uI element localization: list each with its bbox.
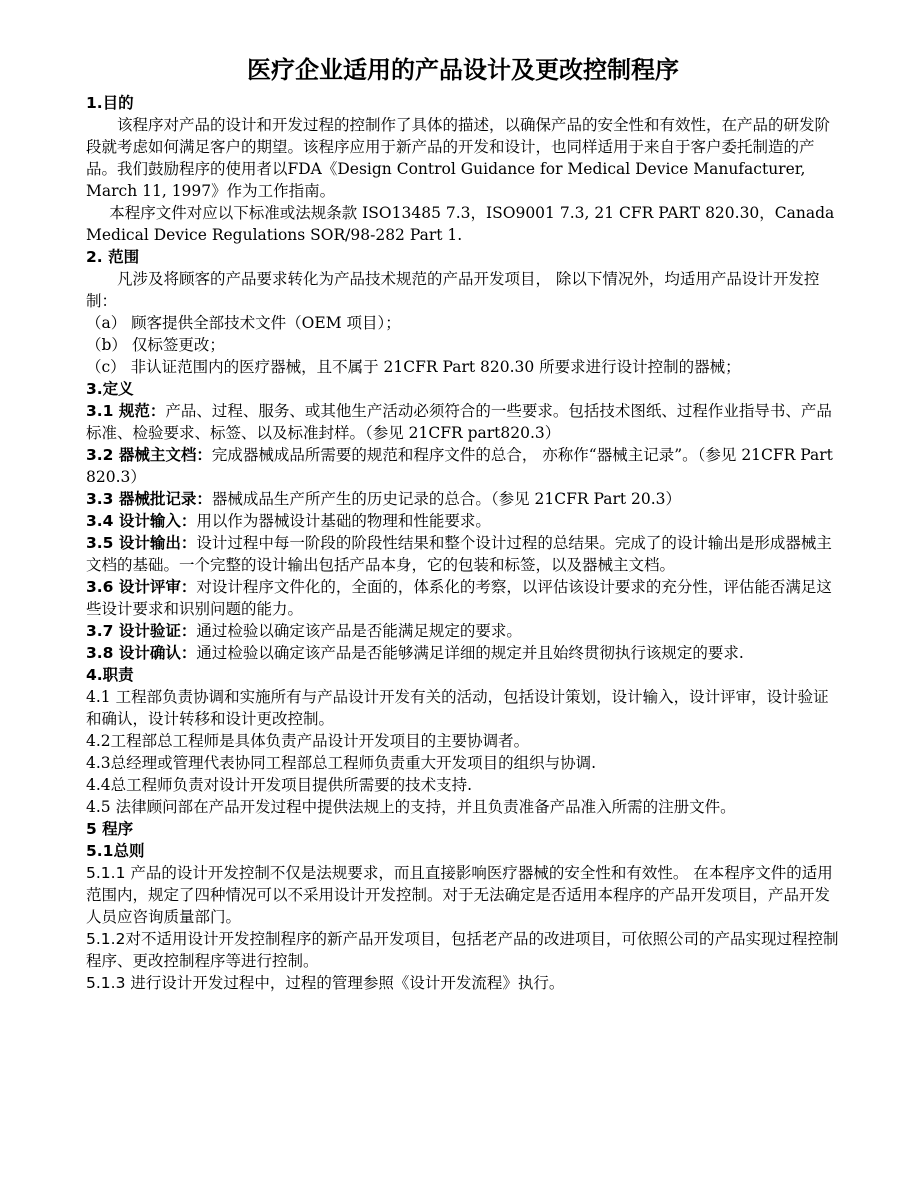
definition-text: 器械成品生产所产生的历史记录的总合。（参见 21CFR Part 20.3） [211, 490, 682, 508]
section-5-1-heading: 5.1总则 [86, 842, 145, 860]
responsibility-4-4: 4.4总工程师负责对设计开发项目提供所需要的技术支持. [86, 776, 473, 794]
section-5-heading: 5 程序 [86, 820, 134, 838]
definition-text: 通过检验以确定该产品是否能够满足详细的规定并且始终贯彻执行该规定的要求. [196, 644, 744, 662]
definition-text: 产品、过程、服务、或其他生产活动必须符合的一些要求。包括技术图纸、过程作业指导书、产品标准、检验要求、标签、以及标准封样。（参见 21CFR part820.3） [86, 402, 832, 442]
section-1-paragraph-1: 该程序对产品的设计和开发过程的控制作了具体的描述，以确保产品的安全性和有效性，在产品的研发阶段就考虑如何满足客户的期望。该程序应用于新产品的开发和设计，也同样适用于来自于客户委托制造的产品。我们鼓励程序的使用者以FDA《Design Control Guidance for Medical Device Manufacturer, March 11, 1997》作为工作指南。 [86, 116, 831, 200]
definition-term: 3.4 设计输入： [86, 512, 197, 530]
definition-3-8 [86, 642, 840, 664]
section-1-paragraph-2: 本程序文件对应以下标准或法规条款 ISO13485 7.3，ISO9001 7.3, 21 CFR PART 820.30，Canada Medical Device Regulations SOR/98-282 Part 1. [86, 204, 835, 244]
section-2-heading: 2. 范围 [86, 248, 140, 266]
definition-text: 对设计程序文件化的，全面的，体系化的考察，以评估该设计要求的充分性，评估能否满足这些设计要求和识别问题的能力。 [86, 578, 832, 618]
definition-term: 3.2 器械主文档： [86, 446, 212, 464]
scope-exception-c: （c） 非认证范围内的医疗器械，且不属于 21CFR Part 820.30 所要求进行设计控制的器械； [86, 358, 741, 376]
definition-term: 3.7 设计验证： [86, 622, 197, 640]
definition-3-7 [86, 620, 840, 642]
scope-exception-b: （b） 仅标签更改； [86, 336, 225, 354]
procedure-5-1-1: 5.1.1 产品的设计开发控制不仅是法规要求，而且直接影响医疗器械的安全性和有效性。 在本程序文件的适用范围内，规定了四种情况可以不采用设计开发控制。对于无法确定是否适用本程序的产品开发项目，产品开发人员应咨询质量部门。 [86, 864, 833, 926]
document-title: 医疗企业适用的产品设计及更改控制程序 [247, 56, 679, 84]
definition-3-1 [86, 400, 840, 444]
responsibility-4-2: 4.2工程部总工程师是具体负责产品设计开发项目的主要协调者。 [86, 732, 530, 750]
definition-3-5 [86, 532, 840, 576]
scope-exception-a: （a） 顾客提供全部技术文件（OEM 项目）； [86, 314, 401, 332]
definition-text: 通过检验以确定该产品是否能满足规定的要求。 [196, 622, 522, 640]
definition-term: 3.8 设计确认： [86, 644, 197, 662]
definition-term: 3.1 规范： [86, 402, 166, 420]
section-1-heading: 1.目的 [86, 94, 134, 112]
procedure-5-1-2: 5.1.2对不适用设计开发控制程序的新产品开发项目，包括老产品的改进项目，可依照公司的产品实现过程控制程序、更改控制程序等进行控制。 [86, 930, 839, 970]
definition-term: 3.5 设计输出： [86, 534, 197, 552]
definition-term: 3.3 器械批记录： [86, 490, 212, 508]
definition-3-6 [86, 576, 840, 620]
definition-3-4 [86, 510, 840, 532]
definition-text: 用以作为器械设计基础的物理和性能要求。 [196, 512, 491, 530]
definition-text: 设计过程中每一阶段的阶段性结果和整个设计过程的总结果。完成了的设计输出是形成器械主文档的基础。一个完整的设计输出包括产品本身，它的包装和标签，以及器械主文档。 [86, 534, 832, 574]
responsibility-4-3: 4.3总经理或管理代表协同工程部总工程师负责重大开发项目的组织与协调. [86, 754, 597, 772]
section-3-heading: 3.定义 [86, 380, 134, 398]
procedure-5-1-3: 5.1.3 进行设计开发过程中，过程的管理参照《设计开发流程》执行。 [86, 974, 565, 992]
responsibility-4-5: 4.5 法律顾问部在产品开发过程中提供法规上的支持，并且负责准备产品准入所需的注册文件。 [86, 798, 736, 816]
section-2-paragraph: 凡涉及将顾客的产品要求转化为产品技术规范的产品开发项目， 除以下情况外，均适用产品设计开发控制： [86, 270, 820, 310]
definition-text: 完成器械成品所需要的规范和程序文件的总合， 亦称作“器械主记录”。（参见 21CFR Part 820.3） [86, 446, 833, 486]
section-4-heading: 4.职责 [86, 666, 134, 684]
definition-term: 3.6 设计评审： [86, 578, 197, 596]
responsibility-4-1: 4.1 工程部负责协调和实施所有与产品设计开发有关的活动，包括设计策划，设计输入，设计评审，设计验证和确认，设计转移和设计更改控制。 [86, 688, 829, 728]
definition-3-3 [86, 488, 840, 510]
definition-3-2 [86, 444, 840, 488]
